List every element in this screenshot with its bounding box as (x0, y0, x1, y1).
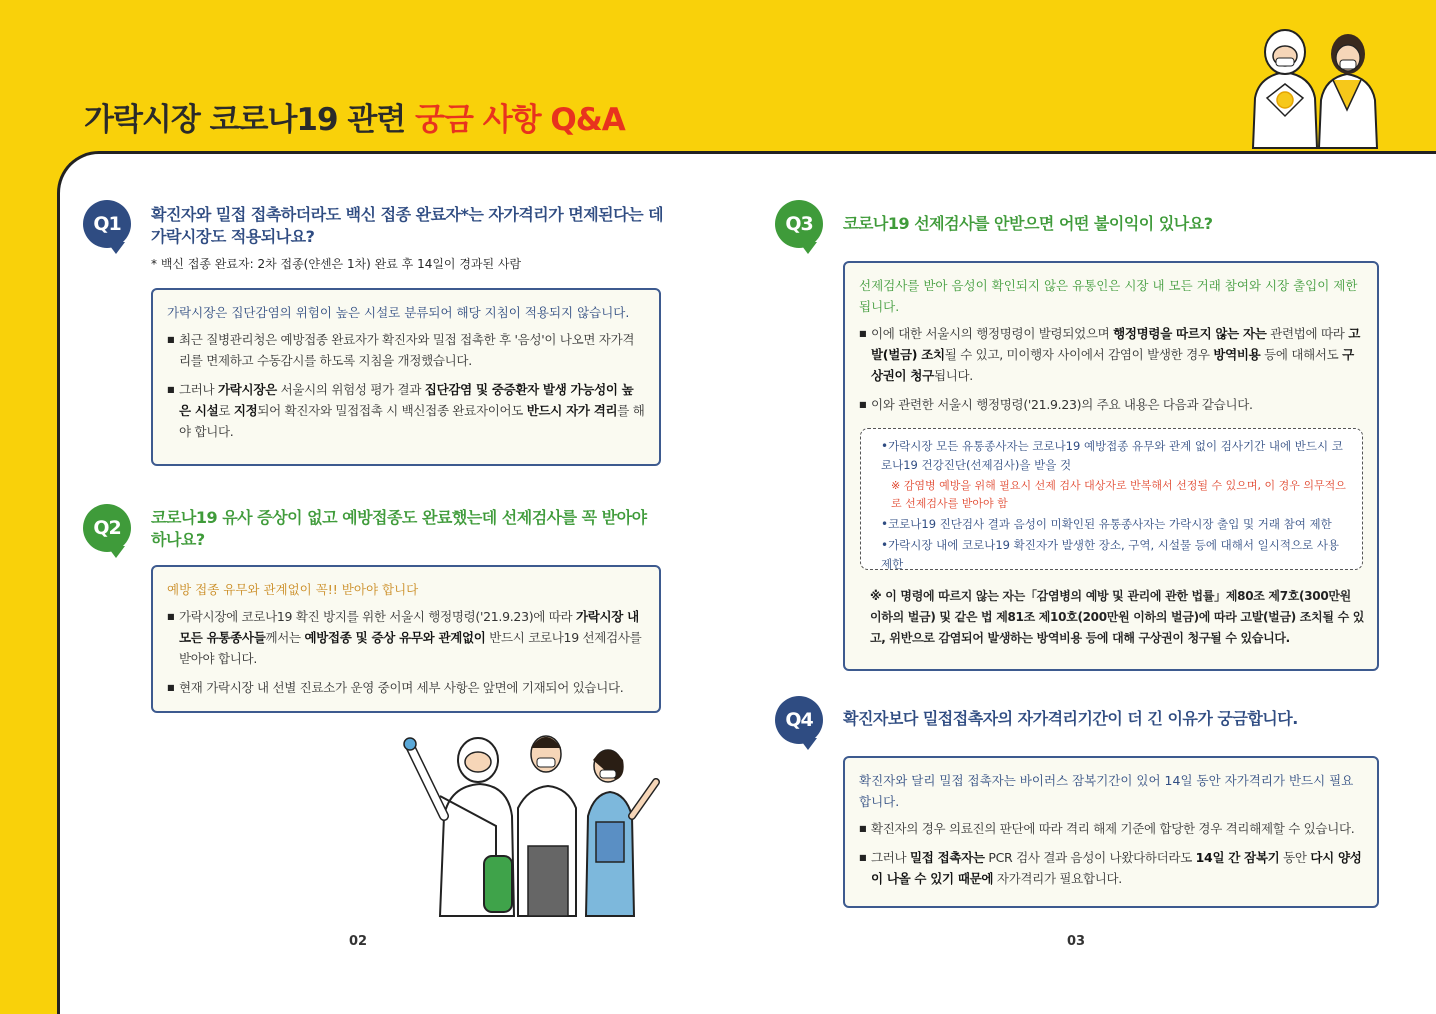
staff-illustration (400, 726, 662, 920)
q2-bullet-1: ■ 가락시장에 코로나19 확진 방지를 위한 서울시 행정명령('21.9.23)에 따라 가락시장 내 모든 유통종사들께서는 예방접종 및 증상 유무와 관계없이 반드시 코로나19 선제검사를 받아야 합니다. (167, 606, 645, 669)
title-main: 가락시장 코로나19 관련 (84, 102, 416, 138)
q4-answer-head: 확진자와 달리 밀접 접촉자는 바이러스 잠복기간이 있어 14일 동안 자가격리가 반드시 필요합니다. (859, 773, 1354, 809)
q3-badge: Q3 (775, 200, 823, 248)
q2-question: 코로나19 유사 증상이 없고 예방접종도 완료했는데 선제검사를 꼭 받아야 하나요? (151, 508, 647, 549)
q3-bullet-2: ■ 이와 관련한 서울시 행정명령('21.9.23)의 주요 내용은 다음과 같습니다. (859, 394, 1363, 415)
q1-answer-head: 가락시장은 집단감염의 위험이 높은 시설로 분류되어 해당 지침이 적용되지 않습니다. (167, 305, 630, 320)
title-highlight: 궁금 사항 Q&A (415, 102, 625, 138)
q3-order-box (860, 428, 1363, 570)
q2-answer-head: 예방 접종 유무와 관계없이 꼭!! 받아야 합니다 (167, 582, 419, 597)
q1-answer-box (151, 288, 661, 466)
page-number-left: 02 (349, 934, 368, 949)
q3-answer-head: 선제검사를 받아 음성이 확인되지 않은 유통인은 시장 내 모든 거래 참여와 시장 출입이 제한됩니다. (859, 278, 1358, 314)
q1-bullet-2: ■ 그러나 가락시장은 서울시의 위험성 평가 결과 집단감염 및 중증환자 발생 가능성이 높은 시설로 지정되어 확진자와 밀접접촉 시 백신접종 완료자이어도 반드시 자가 격리를 해야 합니다. (167, 379, 645, 442)
page-number-right: 03 (1067, 934, 1086, 949)
q3-order-2: • 코로나19 진단검사 결과 음성이 미확인된 유통종사자는 가락시장 출입 및 거래 참여 제한 (871, 515, 1352, 534)
q2-badge: Q2 (83, 504, 131, 552)
q4-answer-box (843, 756, 1379, 908)
q3-order-3: • 가락시장 내에 코로나19 확진자가 발생한 장소, 구역, 시설물 등에 대해서 일시적으로 사용 제한 (871, 536, 1352, 574)
page-title (84, 94, 625, 139)
q2-bullet-2: ■ 현재 가락시장 내 선별 진료소가 운영 중이며 세부 사항은 앞면에 기재되어 있습니다. (167, 677, 645, 698)
q2-answer-box (151, 565, 661, 713)
q1-bullet-1: ■ 최근 질병관리청은 예방접종 완료자가 확진자와 밀접 접촉한 후 '음성'이 나오면 자가격리를 면제하고 수동감시를 하도록 지침을 개정했습니다. (167, 329, 645, 371)
q3-question: 코로나19 선제검사를 안받으면 어떤 불이익이 있나요? (843, 214, 1213, 233)
q4-badge: Q4 (775, 696, 823, 744)
q1-question: 확진자와 밀접 접촉하더라도 백신 접종 완료자*는 자가격리가 면제된다는 데 가락시장도 적용되나요? (151, 205, 664, 246)
q1-badge: Q1 (83, 200, 131, 248)
q3-order-1: • 가락시장 모든 유통종사자는 코로나19 예방접종 유무와 관계 없이 검사기간 내에 반드시 코로나19 건강진단(선제검사)을 받을 것 (871, 437, 1352, 475)
q1-note: * 백신 접종 완료자: 2차 접종(얀센은 1차) 완료 후 14일이 경과된 사람 (151, 257, 522, 271)
mascot-illustration (1245, 28, 1385, 152)
q4-bullet-1: ■ 확진자의 경우 의료진의 판단에 따라 격리 해제 기준에 합당한 경우 격리해제할 수 있습니다. (859, 818, 1363, 839)
q4-question: 확진자보다 밀접접촉자의 자가격리기간이 더 긴 이유가 궁금합니다. (843, 709, 1298, 728)
q3-order-warning: ※ 감염병 예방을 위해 필요시 선제 검사 대상자로 반복해서 선정될 수 있으며, 이 경우 의무적으로 선제검사를 받아야 함 (891, 479, 1346, 510)
q3-bullet-1: ■ 이에 대한 서울시의 행정명령이 발령되었으며 행정명령을 따르지 않는 자는 관련법에 따라 고발(벌금) 조치될 수 있고, 미이행자 사이에서 감염이 발생한 경우 방역비용 등에 대해서도 구상권이 청구됩니다. (859, 323, 1363, 386)
q3-footnote: ※ 이 명령에 따르지 않는 자는「감염병의 예방 및 관리에 관한 법률」제80조 제7호(300만원 이하의 벌금) 및 같은 법 제81조 제10호(200만원 이하의 벌금)에 따라 고발(벌금) 조치될 수 있고, 위반으로 감염되어 발생하는 방역비용 등에 대해 구상권이 청구될 수 있습니다. (870, 589, 1365, 645)
q4-bullet-2: ■ 그러나 밀접 접촉자는 PCR 검사 결과 음성이 나왔다하더라도 14일 간 잠복기 동안 다시 양성이 나올 수 있기 때문에 자가격리가 필요합니다. (859, 847, 1363, 889)
